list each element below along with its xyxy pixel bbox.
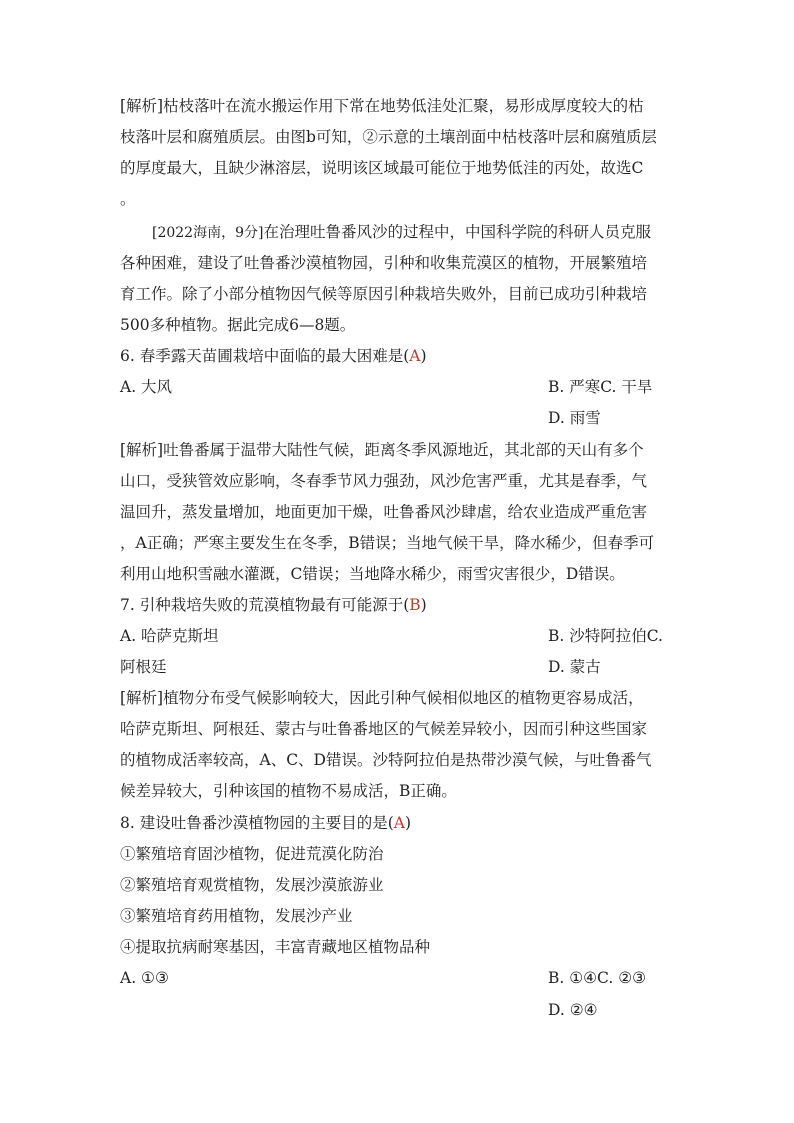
question-7-stem: 7. 引种栽培失败的荒漠植物最有可能源于(B) [120,596,427,614]
source-tag: [2022海南，9分] [152,225,264,241]
option-d: D. 雨雪 [548,409,601,427]
analysis-line: [解析]吐鲁番属于温带大陆性气候，距离冬季风源地近，其北部的天山有多个 [120,441,644,459]
intro-line: 育工作。除了小部分植物因气候等原因引种栽培失败外，目前已成功引种栽培 [120,285,648,303]
answer-mark: A [393,814,405,832]
analysis-line: 温回升，蒸发量增加，地面更加干燥，吐鲁番风沙肆虐，给农业造成严重危害 [120,503,648,521]
analysis-line: 。 [120,190,136,208]
option-b-c: B. ①④C. ②③ [548,969,646,987]
statement-item: ①繁殖培育固沙植物，促进荒漠化防治 [120,845,384,863]
analysis-line: ，A正确；严寒主要发生在冬季，B错误；当地气候干旱，降水稀少，但春季可 [120,534,655,552]
statement-item: ④提取抗病耐寒基因，丰富青藏地区植物品种 [120,938,431,956]
option-a: A. ①③ [120,969,169,987]
answer-mark: B [409,596,421,614]
option-b-c: B. 严寒C. 干旱 [548,378,653,396]
analysis-line: 候差异较大，引种该国的植物不易成活，B正确。 [120,782,457,800]
analysis-line: [解析]植物分布受气候影响较大，因此引种气候相似地区的植物更容易成活， [120,689,644,707]
analysis-line: 哈萨克斯坦、阿根廷、蒙古与吐鲁番地区的气候差异较小，因而引种这些国家 [120,720,648,738]
analysis-line: [解析]枯枝落叶在流水搬运作用下常在地势低洼处汇聚，易形成厚度较大的枯 [120,97,644,115]
analysis-line: 枝落叶层和腐殖质层。由图b可知，②示意的土壤剖面中枯枝落叶层和腐殖质层 [120,128,657,146]
intro-line: 各种困难，建设了吐鲁番沙漠植物园，引种和收集荒漠区的植物，开展繁殖培 [120,254,648,272]
intro-first-line: [2022海南，9分]在治理吐鲁番风沙的过程中，中国科学院的科研人员克服 [152,223,651,241]
option-d: D. ②④ [548,1001,598,1019]
analysis-line: 利用山地积雪融水灌溉，C错误；当地降水稀少，雨雪灾害很少，D错误。 [120,565,625,583]
option-b-c: B. 沙特阿拉伯C. [548,627,663,645]
analysis-line: 的植物成活率较高，A、C、D错误。沙特阿拉伯是热带沙漠气候，与吐鲁番气 [120,751,652,769]
answer-mark: A [409,347,421,365]
option-d: D. 蒙古 [548,658,601,676]
statement-item: ②繁殖培育观赏植物，发展沙漠旅游业 [120,876,384,894]
question-8-stem: 8. 建设吐鲁番沙漠植物园的主要目的是(A) [120,814,412,832]
analysis-line: 山口，受狭管效应影响，冬春季节风力强劲，风沙危害严重，尤其是春季，气 [120,472,648,490]
statement-item: ③繁殖培育药用植物，发展沙产业 [120,907,353,925]
option-a: A. 大风 [120,378,173,396]
question-6-stem: 6. 春季露天苗圃栽培中面临的最大困难是(A) [120,347,427,365]
intro-line: 500多种植物。据此完成6—8题。 [120,316,356,334]
option-c-continued: 阿根廷 [120,658,167,676]
analysis-line: 的厚度最大，且缺少淋溶层，说明该区域最可能位于地势低洼的丙处，故选C [120,159,644,177]
option-a: A. 哈萨克斯坦 [120,627,219,645]
